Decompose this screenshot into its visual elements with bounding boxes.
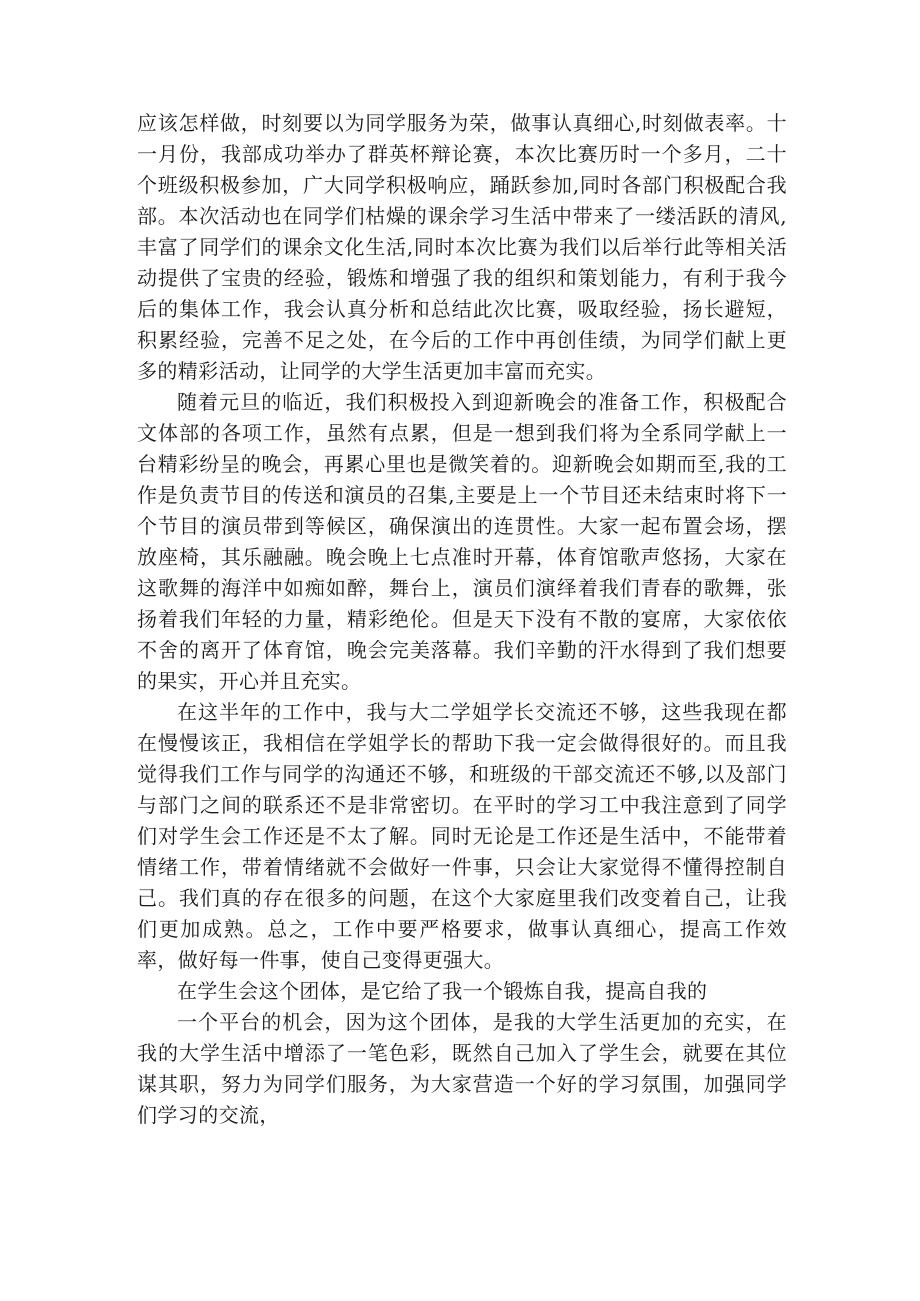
paragraph-student-union-continued: 一个平台的机会，因为这个团体，是我的大学生活更加的充实，在我的大学生活中增添了一笔色彩，既然自己加入了学生会，就要在其位谋其职，努力为同学们服务，为大家营造一个好的学习氛围，加强同学们学习的交流， [137, 1010, 787, 1127]
paragraph-student-union-intro: 在学生会这个团体，是它给了我一个锻炼自我，提高自我的 [177, 979, 708, 1003]
paragraph-new-year-gala: 随着元旦的临近，我们积极投入到迎新晚会的准备工作，积极配合文体部的各项工作，虽然有点累，但是一想到我们将为全系同学献上一台精彩纷呈的晚会，再累心里也是微笑着的。迎新晚会如期而至,我的工作是负责节目的传送和演员的召集,主要是上一个节目还未结束时将下一个节目的演员带到等候区，确保演出的连贯性。大家一起布置会场，摆放座椅，其乐融融。晚会晚上七点准时开幕，体育馆歌声悠扬，大家在这歌舞的海洋中如痴如醉，舞台上，演员们演绎着我们青春的歌舞，张扬着我们年轻的力量，精彩绝伦。但是天下没有不散的宴席，大家依依不舍的离开了体育馆，晚会完美落幕。我们辛勤的汗水得到了我们想要的果实，开心并且充实。 [137, 390, 787, 693]
document-body [137, 108, 787, 1131]
paragraph-club-debate: 应该怎样做，时刻要以为同学服务为荣，做事认真细心,时刻做表率。十一月份，我部成功举办了群英杯辩论赛，本次比赛历时一个多月，二十个班级积极参加，广大同学积极响应，踊跃参加,同时各部门积极配合我部。本次活动也在同学们枯燥的课余学习生活中带来了一缕活跃的清风,丰富了同学们的课余文化生活,同时本次比赛为我们以后举行此等相关活动提供了宝贵的经验，锻炼和增强了我的组织和策划能力，有利于我今后的集体工作，我会认真分析和总结此次比赛，吸取经验，扬长避短，积累经验，完善不足之处，在今后的工作中再创佳绩，为同学们献上更多的精彩活动，让同学的大学生活更加丰富而充实。 [137, 111, 787, 383]
paragraph-reflection: 在这半年的工作中，我与大二学姐学长交流还不够，这些我现在都在慢慢该正，我相信在学姐学长的帮助下我一定会做得很好的。而且我觉得我们工作与同学的沟通还不够，和班级的干部交流还不够,以及部门与部门之间的联系还不是非常密切。在平时的学习工中我注意到了同学们对学生会工作还是不太了解。同时无论是工作还是生活中，不能带着情绪工作，带着情绪就不会做好一件事，只会让大家觉得不懂得控制自己。我们真的存在很多的问题，在这个大家庭里我们改变着自己，让我们更加成熟。总之，工作中要严格要求，做事认真细心，提高工作效率，做好每一件事，使自己变得更强大。 [137, 700, 787, 972]
